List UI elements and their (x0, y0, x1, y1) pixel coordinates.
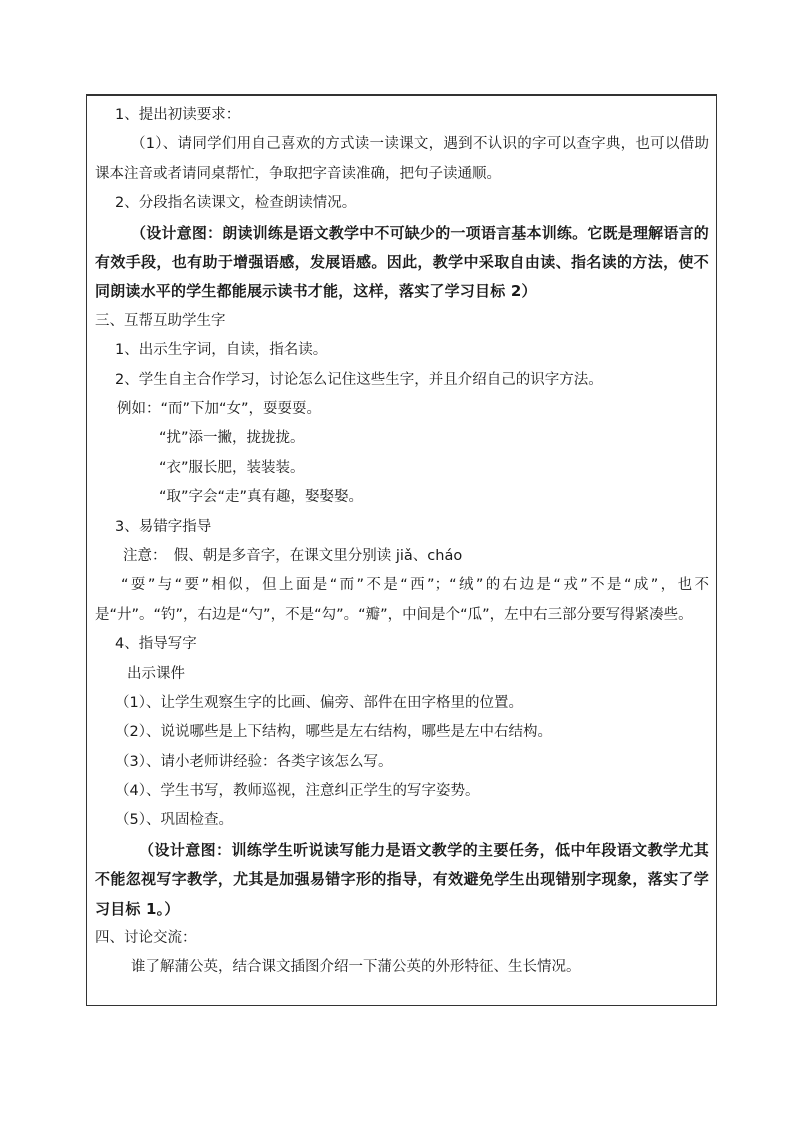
error-prone-characters: “耍”与“要”相似，但上面是“而”不是“西”；“绒”的右边是“戎”不是“成”，也不是“廾”。“钓”，右边是“勺”，不是“勾”。“瓣”，中间是个“瓜”，左中右三部分要写得紧凑些。 (95, 577, 709, 623)
section-3-item-4: 4、指导写字 (115, 636, 197, 653)
writing-step-2: （2）、说说哪些是上下结构，哪些是左右结构，哪些是左中右结构。 (115, 724, 552, 741)
writing-step-3: （3）、请小老师讲经验：各类字该怎么写。 (115, 753, 393, 770)
writing-step-1: （1）、让学生观察生字的比画、偏旁、部件在田字格里的位置。 (115, 694, 523, 711)
example-3: “衣”服长肥，装装装。 (159, 459, 305, 476)
section-4-heading: 四、讨论交流： (95, 930, 197, 947)
section-3-heading: 三、互帮互助学生字 (95, 312, 226, 329)
section-3-item-1: 1、出示生字词，自读，指名读。 (115, 342, 328, 359)
lesson-content (95, 101, 709, 983)
show-courseware: 出示课件 (127, 665, 185, 682)
example-2: “扰”添一撇，拢拢拢。 (159, 430, 305, 447)
step-1-heading: 1、提出初读要求： (115, 107, 241, 123)
section-3-item-3: 3、易错字指导 (115, 518, 212, 535)
note-polyphone: 注意： 假、朝是多音字，在课文里分别读 jiǎ、cháo (123, 547, 463, 564)
writing-step-5: （5）、巩固检查。 (115, 812, 233, 829)
section-4-item: 谁了解蒲公英，结合课文插图介绍一下蒲公英的外形特征、生长情况。 (131, 959, 581, 976)
example-1: 例如：“而”下加“女”，耍耍耍。 (117, 400, 322, 417)
section-3-item-2: 2、学生自主合作学习，讨论怎么记住这些生字，并且介绍自己的识字方法。 (115, 371, 603, 388)
step-1-paragraph: （1）、请同学们用自己喜欢的方式读一读课文，遇到不认识的字可以查字典，也可以借助课本注音或者请同桌帮忙，争取把字音读准确，把句子读通顺。 (95, 136, 709, 182)
writing-step-4: （4）、学生书写，教师巡视，注意纠正学生的写字姿势。 (115, 783, 480, 800)
step-2-heading: 2、分段指名读课文，检查朗读情况。 (115, 195, 357, 212)
design-intent-1: （设计意图：朗读训练是语文教学中不可缺少的一项语言基本训练。它既是理解语言的有效手段，也有助于增强语感，发展语感。因此，教学中采取自由读、指名读的方法，使不同朗读水平的学生都能展示读书才能，这样，落实了学习目标 2） (95, 223, 709, 301)
example-4: “取”字会“走”真有趣，娶娶娶。 (159, 489, 364, 506)
lesson-plan-table-cell (86, 94, 717, 1006)
design-intent-2: （设计意图：训练学生听说读写能力是语文教学的主要任务，低中年段语文教学尤其不能忽视写字教学，尤其是加强易错字形的指导，有效避免学生出现错别字现象，落实了学习目标 1。） (95, 840, 709, 918)
